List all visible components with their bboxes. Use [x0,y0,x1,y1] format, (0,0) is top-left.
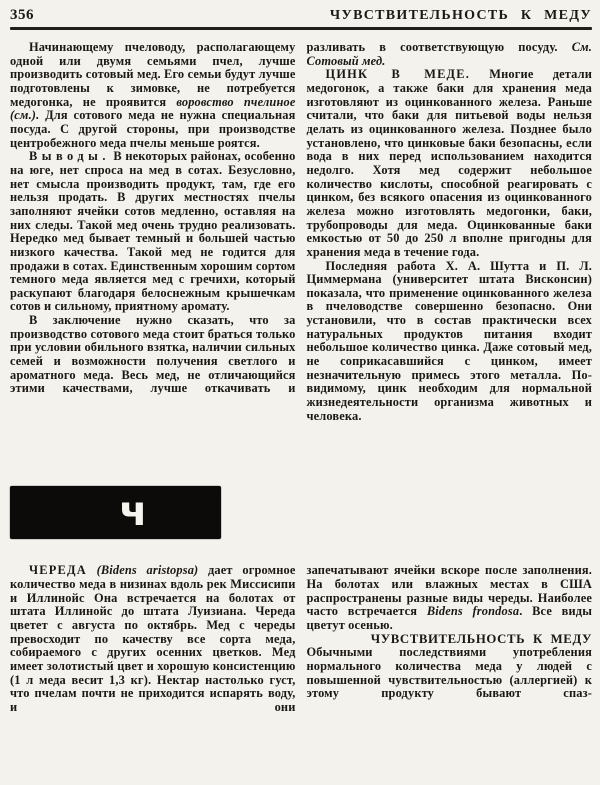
lower-columns [10,564,592,714]
paragraph-text: В заключение нужно сказать, что за производство сотового меда стоит браться только при условии обильного взятка, наличии сильных семей и возможности получения светлого и ароматного меда. Весь мед, не отличающийся этими качествами, лучше откачивать и [10,313,296,396]
paragraph [307,564,593,632]
page-header [10,7,592,24]
upper-left-column [10,41,296,423]
paragraph [10,564,296,714]
running-title: ЧУВСТВИТЕЛЬНОСТЬ К МЕДУ [329,8,592,23]
paragraph-text: Для сотового меда не нужна специальная посуда. С другой стороны, при производстве центробежного меда пчелы меньше роятся. [10,108,296,150]
paragraph [10,150,296,314]
spaced-lead: Выводы. [29,149,110,164]
paragraph-text: разливать в соответствующую посуду. [306,40,572,54]
paragraph [10,41,296,150]
entry-heading-chereda: ЧЕРЕДА [29,563,87,578]
lower-right-column [307,564,593,714]
lower-left-column [10,564,296,714]
chapter-divider-banner [10,486,221,539]
upper-right-column [307,41,593,423]
paragraph-text: Последняя работа Х. А. Шутта и П. Л. Циммермана (университет штата Висконсин) показала, что применение оцинкованного железа в пчеловодстве совершенно безопасно. Они установили, что в состав практически всех натуральных продуктов питания входит небольшое количество цинка. Даже сотовый мед, не соприкасавшийся с цинком, имеет незначительную примесь этого металла. По-видимому, цинк необходим для нормальной жизнедеятельности организма животных и человека. [306,258,592,423]
paragraph-text: запечатывают ячейки вскоре после заполнения. На болотах или влажных местах в США распространены разные виды череды. Наиболее часто встречается [306,563,592,619]
italic-term: воровство пчелиное (см.). [10,94,296,123]
paragraph-text: дает огромное количество меда в низинах вдоль рек Миссисипи и Иллинойс Она встречается на болотах от штата Иллинойс до штата Луизиана. Череда цветет с августа по октябрь. Мед с череды превосходит по качеству все сорта меда, собираемого с других осенних цветков. Мед имеет золотистый цвет и хорошую консистенцию (1 л меда весит 1,3 кг). Нектар настолько густ, что пчелам почти не приходится испарять воду, и они [10,563,296,714]
paragraph [307,646,593,701]
entry-heading-zinc: ЦИНК В МЕДЕ. [325,67,471,82]
header-rule [10,27,592,30]
latin-name: (Bidens aristopsa) [86,563,199,578]
paragraph [307,260,593,424]
paragraph [10,314,296,396]
paragraph [307,68,593,259]
latin-name: Bidens frondosa [426,604,520,619]
page-number: 356 [10,7,34,23]
see-reference: См. Сотовый мед. [306,40,592,68]
entry-heading-sensitivity: ЧУВСТВИТЕЛЬНОСТЬ К МЕДУ [370,631,592,646]
paragraph-text: . Все виды цветут осенью. [306,604,593,632]
paragraph-text: Многие детали медогонок, а также баки для хранения меда изготовляют из оцинкованного железа. Раньше считали, что баки для питьевой воды нельзя делать из оцинкованного железа. Позднее было установлено, что цинковые баки безопасны, если вода в них перед использованием находится недолго. Хотя мед содержит небольшое количество кислоты, способной реагировать с цинком, без всякого опасения из оцинкованного железа можно изготовлять медогонки, баки, трубопроводы для меда. Оцинкованные баки емкостью от 50 до 250 л вполне пригодны для хранения меда в течение года. [306,67,592,259]
paragraph-text: В некоторых районах, особенно на юге, нет спроса на мед в сотах. Безусловно, нет смысла производить продукт, там, где его нельзя продать. В других местностях пчелы заполняют ячейки сотов медленно, оставляя на них следы. Такой мед очень трудно реализовать. Нередко мед бывает темный и большей частью низкого качества. Такой мед не годится для продажи в сотах. Единственным хорошим сортом темного меда является мед с гречихи, который раскупают благодаря белоснежным крышечкам сотов и сильному, приятному аромату. [10,149,296,314]
paragraph-text: Начинающему пчеловоду, располагающему одной или двумя семьями пчел, лучше производить сотовый мед. Его семьи будут лучше подготовлены к зимовке, не потребуется медогонка, не проявится [10,40,296,109]
chapter-letter: ч [119,486,148,535]
upper-columns [10,41,592,423]
paragraph-text: Обычными последствиями употребления нормального количества меда у людей с повышенной чувствительностью (аллергией) к этому продукту бывают спаз- [306,645,592,701]
paragraph [307,41,593,68]
